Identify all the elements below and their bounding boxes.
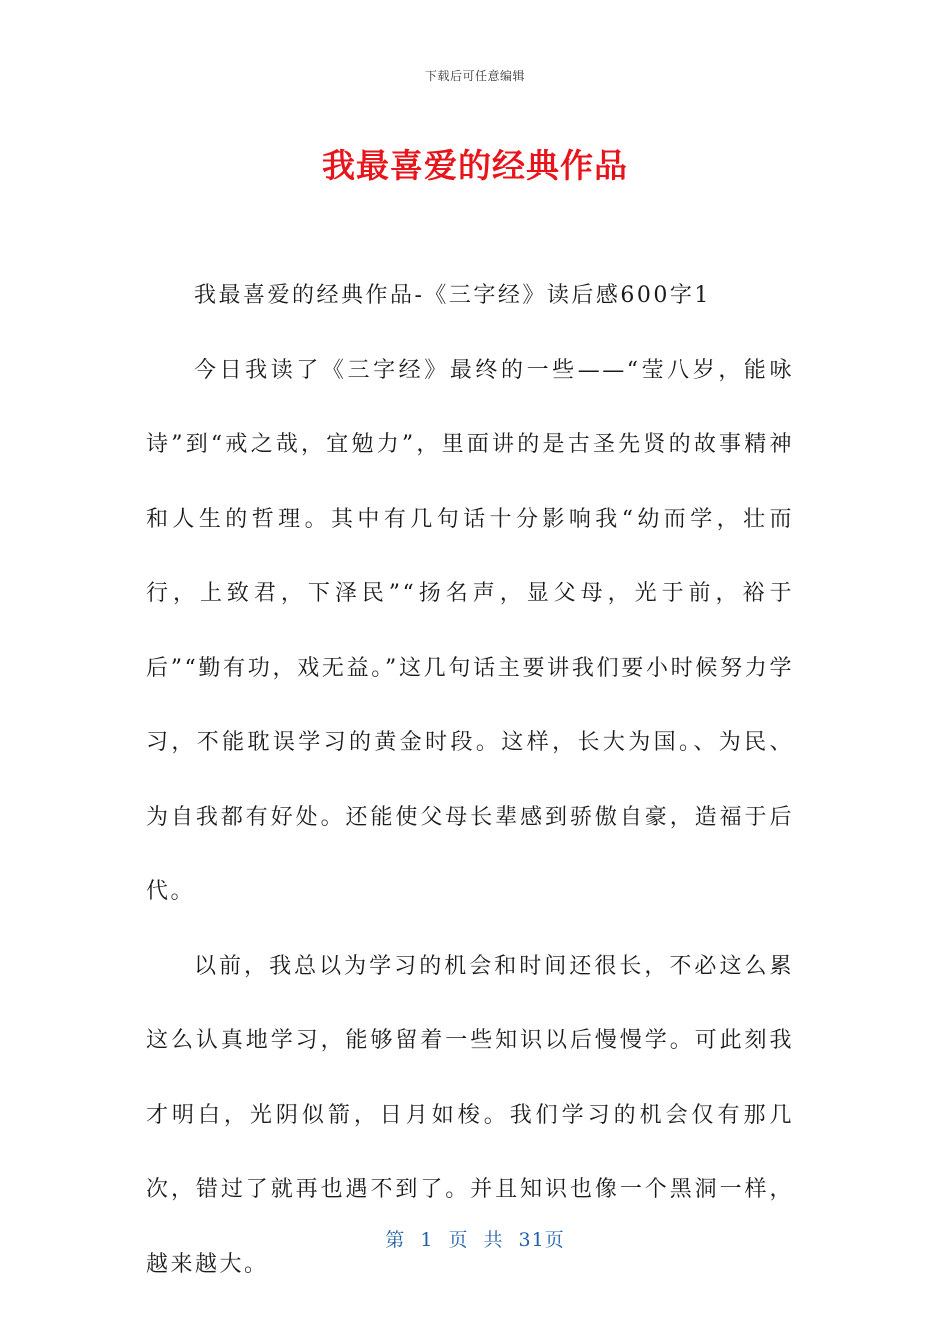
header-note: 下载后可任意编辑 [424,69,525,83]
document-body [146,259,794,1302]
paragraph: 今日我读了《三字经》最终的一些——“莹八岁，能咏诗”到“戒之哉，宜勉力”，里面讲的是古圣先贤的故事精神和人生的哲理。其中有几句话十分影响我“幼而学，壮而行，上致君，下泽民”“扬名声，显父母，光于前，裕于后”“勤有功，戏无益。”这几句话主要讲我们要小时候努力学习，不能耽误学习的黄金时段。这样，长大为国。、为民、为自我都有好处。还能使父母长辈感到骄傲自豪，造福于后代。 [146,357,794,904]
page-number-footer: 第 1 页 共 31页 [385,1229,565,1251]
paragraph: 以前，我总以为学习的机会和时间还很长，不必这么累这么认真地学习，能够留着一些知识以后慢慢学。可此刻我才明白，光阴似箭，日月如梭。我们学习的机会仅有那几次，错过了就再也遇不到了。并且知识也像一个黑洞一样，越来越大。 [146,953,794,1277]
paragraph-subtitle: 我最喜爱的经典作品-《三字经》读后感600字1 [194,283,711,308]
document-title: 我最喜爱的经典作品 [322,146,628,185]
